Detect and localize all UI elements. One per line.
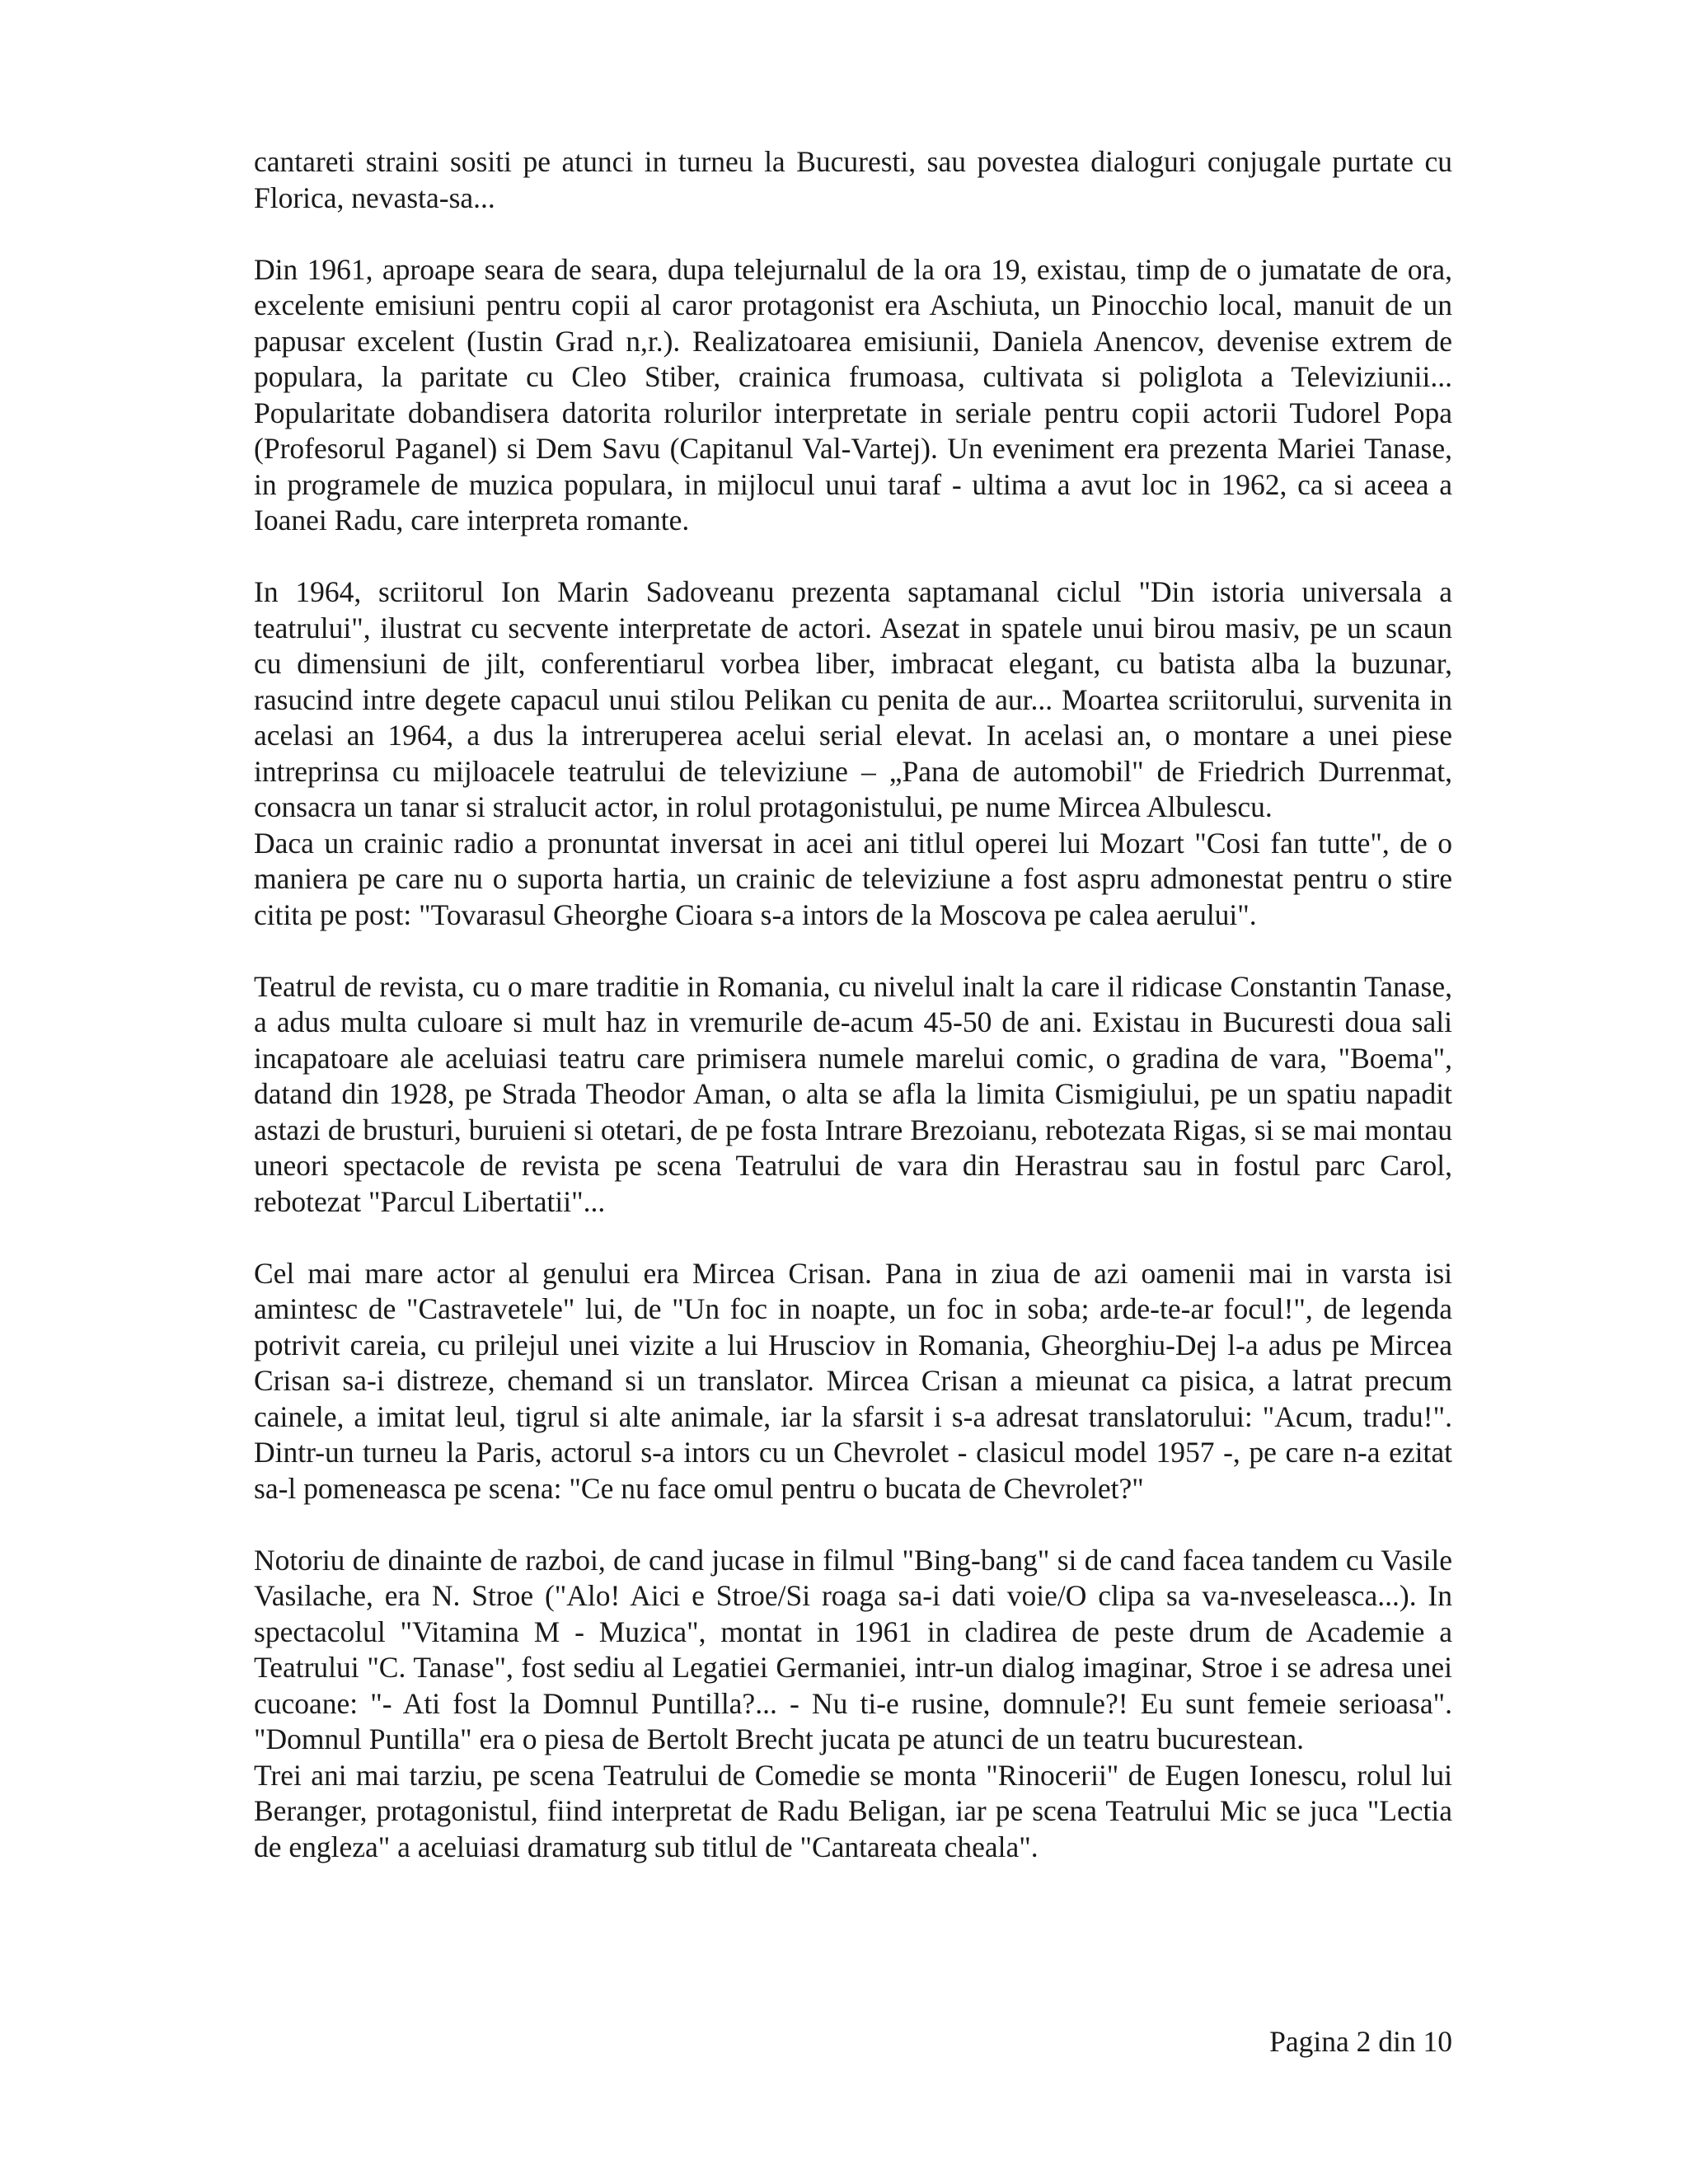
- page-number: Pagina 2 din 10: [1269, 2025, 1452, 2058]
- paragraph-sadoveanu-theatre-history: In 1964, scriitorul Ion Marin Sadoveanu prezenta saptamanal ciclul "Din istoria universala a teatrului", ilustrat cu secvente interpretate de actori. Asezat in spatele unui birou masiv, pe un scaun cu dimensiuni de jilt, conferentiarul vorbea liber, imbracat elegant, cu batista alba la buzunar, rasucind intre degete capacul unui stilou Pelikan cu penita de aur... Moartea scriitorului, survenita in acelasi an 1964, a dus la intreruperea acelui serial elevat. In acelasi an, o montare a unei piese intreprinsa cu mijloacele teatrului de televiziune – „Pana de automobil" de Friedrich Durrenmat, consacra un tanar si stralucit actor, in rolul protagonistului, pe nume Mircea Albulescu.: [254, 575, 1452, 823]
- paragraph-rinocerii: Trei ani mai tarziu, pe scena Teatrului de Comedie se monta "Rinocerii" de Eugen Ionescu, rolul lui Beranger, protagonistul, fiind interpretat de Radu Beligan, iar pe scena Teatrului Mic se juca "Lectia de engleza" a aceluiasi dramaturg sub titlul de "Cantareata cheala".: [254, 1758, 1452, 1863]
- body-text: [254, 144, 1452, 1865]
- paragraph-tv-children-shows: Din 1961, aproape seara de seara, dupa telejurnalul de la ora 19, existau, timp de o jumatate de ora, excelente emisiuni pentru copii al caror protagonist era Aschiuta, un Pinocchio local, manuit de un papusar excelent (Iustin Grad n,r.). Realizatoarea emisiunii, Daniela Anencov, devenise extrem de populara, la paritate cu Cleo Stiber, crainica frumoasa, cultivata si poliglota a Televiziunii... Popularitate dobandisera datorita rolurilor interpretate in seriale pentru copii actorii Tudorel Popa (Profesorul Paganel) si Dem Savu (Capitanul Val-Vartej). Un eveniment era prezenta Mariei Tanase, in programele de muzica populara, in mijlocul unui taraf - ultima a avut loc in 1962, ca si aceea a Ioanei Radu, care interpreta romante.: [254, 252, 1452, 537]
- paragraph-revue-theatre: Teatrul de revista, cu o mare traditie in Romania, cu nivelul inalt la care il ridicase Constantin Tanase, a adus multa culoare si mult haz in vremurile de-acum 45-50 de ani. Existau in Bucuresti doua sali incapatoare ale aceluiasi teatru care primisera numele marelui comic, o gradina de vara, "Boema", datand din 1928, pe Strada Theodor Aman, o alta se afla la limita Cismigiului, pe un spatiu napadit astazi de brusturi, buruieni si otetari, de pe fosta Intrare Brezoianu, rebotezata Rigas, si se mai montau uneori spectacole de revista pe scena Teatrului de vara din Herastrau sau in fostul parc Carol, rebotezat "Parcul Libertatii"...: [254, 969, 1452, 1218]
- paragraph-n-stroe: Notoriu de dinainte de razboi, de cand jucase in filmul "Bing-bang" si de cand facea tandem cu Vasile Vasilache, era N. Stroe ("Alo! Aici e Stroe/Si roaga sa-i dati voie/O clipa sa va-nveseleasca...). In spectacolul "Vitamina M - Muzica", montat in 1961 in cladirea de peste drum de Academie a Teatrului "C. Tanase", fost sediu al Legatiei Germaniei, intr-un dialog imaginar, Stroe i se adresa unei cucoane: "- Ati fost la Domnul Puntilla?... - Nu ti-e rusine, domnule?! Eu sunt femeie serioasa". "Domnul Puntilla" era o piesa de Bertolt Brecht jucata pe atunci de un teatru bucurestean.: [254, 1543, 1452, 1755]
- paragraph-continuation: cantareti straini sositi pe atunci in turneu la Bucuresti, sau povestea dialoguri conjugale purtate cu Florica, nevasta-sa...: [254, 145, 1452, 214]
- paragraph-announcer-anecdote: Daca un crainic radio a pronuntat inversat in acei ani titlul operei lui Mozart "Cosi fan tutte", de o maniera pe care nu o suporta hartia, un crainic de televiziune a fost aspru admonestat pentru o stire citita pe post: "Tovarasul Gheorghe Cioara s-a intors de la Moscova pe calea aerului".: [254, 826, 1452, 931]
- paragraph-mircea-crisan: Cel mai mare actor al genului era Mircea Crisan. Pana in ziua de azi oamenii mai in varsta isi amintesc de "Castravetele" lui, de "Un foc in noapte, un foc in soba; arde-te-ar focul!", de legenda potrivit careia, cu prilejul unei vizite a lui Hrusciov in Romania, Gheorghiu-Dej l-a adus pe Mircea Crisan sa-i distreze, chemand si un translator. Mircea Crisan a mieunat ca pisica, a latrat precum cainele, a imitat leul, tigrul si alte animale, iar la sfarsit i s-a adresat translatorului: "Acum, tradu!". Dintr-un turneu la Paris, actorul s-a intors cu un Chevrolet - clasicul model 1957 -, pe care n-a ezitat sa-l pomeneasca pe scena: "Ce nu face omul pentru o bucata de Chevrolet?": [254, 1256, 1452, 1505]
